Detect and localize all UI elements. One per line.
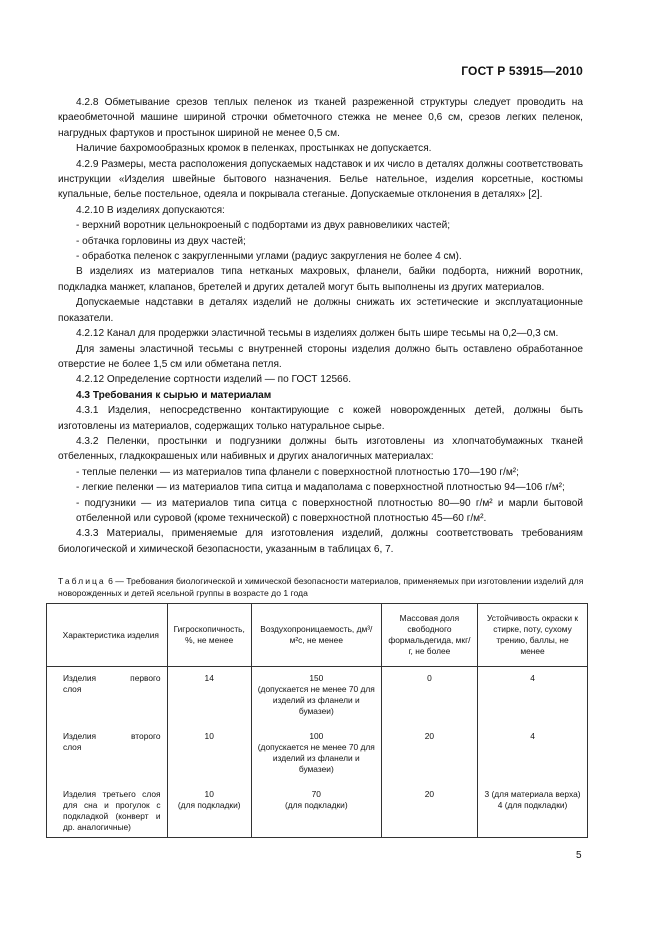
table-cell: 70 (для подкладки) bbox=[251, 783, 381, 838]
list-item: - верхний воротник цельнокроеный с подбортами из двух равновеликих частей; bbox=[76, 220, 451, 232]
column-header: Гигроскопичность, %, не менее bbox=[167, 604, 251, 667]
table-caption-text: 6 — Требования биологической и химической безопасности материалов, применяемых при изготовлении изделий для новорожденных и детей ясельной группы в возрасте до 1 года bbox=[58, 576, 584, 598]
table-cell: 100 (допускается не менее 70 для изделий из фланели и бумазеи) bbox=[251, 725, 381, 783]
table-6 bbox=[46, 603, 588, 838]
table-cell: 20 bbox=[381, 725, 477, 783]
paragraph: 4.2.12 Определение сортности изделий — по ГОСТ 12566. bbox=[76, 374, 352, 386]
paragraph: 4.2.8 Обметывание срезов теплых пеленок из тканей разреженной структуры следует проводить на краеобметочной машине шириной строчки обметочного стежка не менее 0,6 см, срезов легких пеленок, нагрудных фартуков и простынок шириной не менее 0,5 см. bbox=[58, 97, 583, 139]
table-cell: 4 bbox=[478, 725, 588, 783]
paragraph: 4.2.12 Канал для продержки эластичной тесьмы в изделиях должен быть шире тесьмы на 0,2—0,3 см. bbox=[76, 328, 559, 340]
table-cell: 3 (для материала верха) 4 (для подкладки) bbox=[478, 783, 588, 838]
table-cell: 14 bbox=[167, 667, 251, 726]
list-item: - теплые пеленки — из материалов типа фланели с поверхностной плотностью 170—190 г/м²; bbox=[76, 466, 519, 478]
column-header: Воздухопроницаемость, дм³/м²с, не менее bbox=[251, 604, 381, 667]
table-cell-name: Изделия первого слоя bbox=[47, 667, 168, 726]
column-header: Устойчивость окраски к стирке, поту, сухому трению, баллы, не менее bbox=[478, 604, 588, 667]
page-number: 5 bbox=[576, 850, 582, 861]
paragraph: 4.3.1 Изделия, непосредственно контактирующие с кожей новорожденных детей, должны быть изготовлены из материалов, содержащих только натуральное сырье. bbox=[58, 405, 583, 432]
paragraph: Для замены эластичной тесьмы с внутренней стороны изделия должно быть оставлено обработанное отверстие не более 1,5 см или обметана петля. bbox=[58, 343, 583, 370]
paragraph: В изделиях из материалов типа нетканых махровых, фланели, байки подборта, нижний воротник, подкладка манжет, клапанов, бретелей и других деталей могут быть выполнены из других материалов. bbox=[58, 266, 583, 293]
table-cell: 0 bbox=[381, 667, 477, 726]
column-header: Массовая доля свободного формальдегида, мкг/г, не более bbox=[381, 604, 477, 667]
table-caption-label: Таблица bbox=[58, 576, 106, 586]
table-row bbox=[47, 667, 588, 726]
table-cell: 10 (для подкладки) bbox=[167, 783, 251, 838]
table-row bbox=[47, 783, 588, 838]
table-cell: 10 bbox=[167, 725, 251, 783]
list-item: - легкие пеленки — из материалов типа ситца и мадаполама с поверхностной плотностью 94—106 г/м²; bbox=[76, 482, 565, 494]
list-item: - обтачка горловины из двух частей; bbox=[76, 235, 246, 247]
paragraph: 4.2.10 В изделиях допускаются: bbox=[76, 204, 225, 216]
body-text bbox=[58, 95, 583, 557]
column-header: Характеристика изделия bbox=[47, 604, 168, 667]
table-cell-name: Изделия третьего слоя для сна и прогулок с подкладкой (конверт и др. аналогичные) bbox=[47, 783, 168, 838]
table-caption bbox=[58, 575, 588, 599]
list-item: - подгузники — из материалов типа ситца с поверхностной плотностью 80—90 г/м² и марли бытовой отбеленной или суровой (кроме технической) с поверхностной плотностью 45—60 г/м². bbox=[76, 497, 583, 524]
paragraph: Допускаемые надставки в деталях изделий не должны снижать их эстетические и эксплуатационные показатели. bbox=[58, 297, 583, 324]
table-cell: 4 bbox=[478, 667, 588, 726]
paragraph: 4.3.3 Материалы, применяемые для изготовления изделий, должны соответствовать требованиям биологической и химической безопасности, указанным в таблицах 6, 7. bbox=[58, 528, 583, 555]
table-header-row bbox=[47, 604, 588, 667]
paragraph: 4.3.2 Пеленки, простынки и подгузники должны быть изготовлены из хлопчатобумажных тканей отбеленных, гладкокрашеных или набивных и других аналогичных материалах: bbox=[58, 435, 583, 463]
table-cell: 150 (допускается не менее 70 для изделий из фланели и бумазеи) bbox=[251, 667, 381, 726]
document-id: ГОСТ Р 53915—2010 bbox=[461, 64, 583, 78]
list-item: - обработка пеленок с закругленными углами (радиус закругления не более 4 см). bbox=[76, 251, 462, 263]
paragraph: Наличие бахромообразных кромок в пеленках, простынках не допускается. bbox=[76, 143, 432, 155]
section-heading: 4.3 Требования к сырью и материалам bbox=[76, 389, 272, 401]
paragraph: 4.2.9 Размеры, места расположения допускаемых надставок и их число в деталях должны соответствовать инструкции «Изделия швейные бытового назначения. Белье нательное, изделия корсетные, костюмы купальные, белье постельное, одеяла и покрывала стеганые. Допускаемые отклонения в деталях» [2]. bbox=[58, 158, 583, 201]
table-cell-name: Изделия второго слоя bbox=[47, 725, 168, 783]
table-row bbox=[47, 725, 588, 783]
table-cell: 20 bbox=[381, 783, 477, 838]
